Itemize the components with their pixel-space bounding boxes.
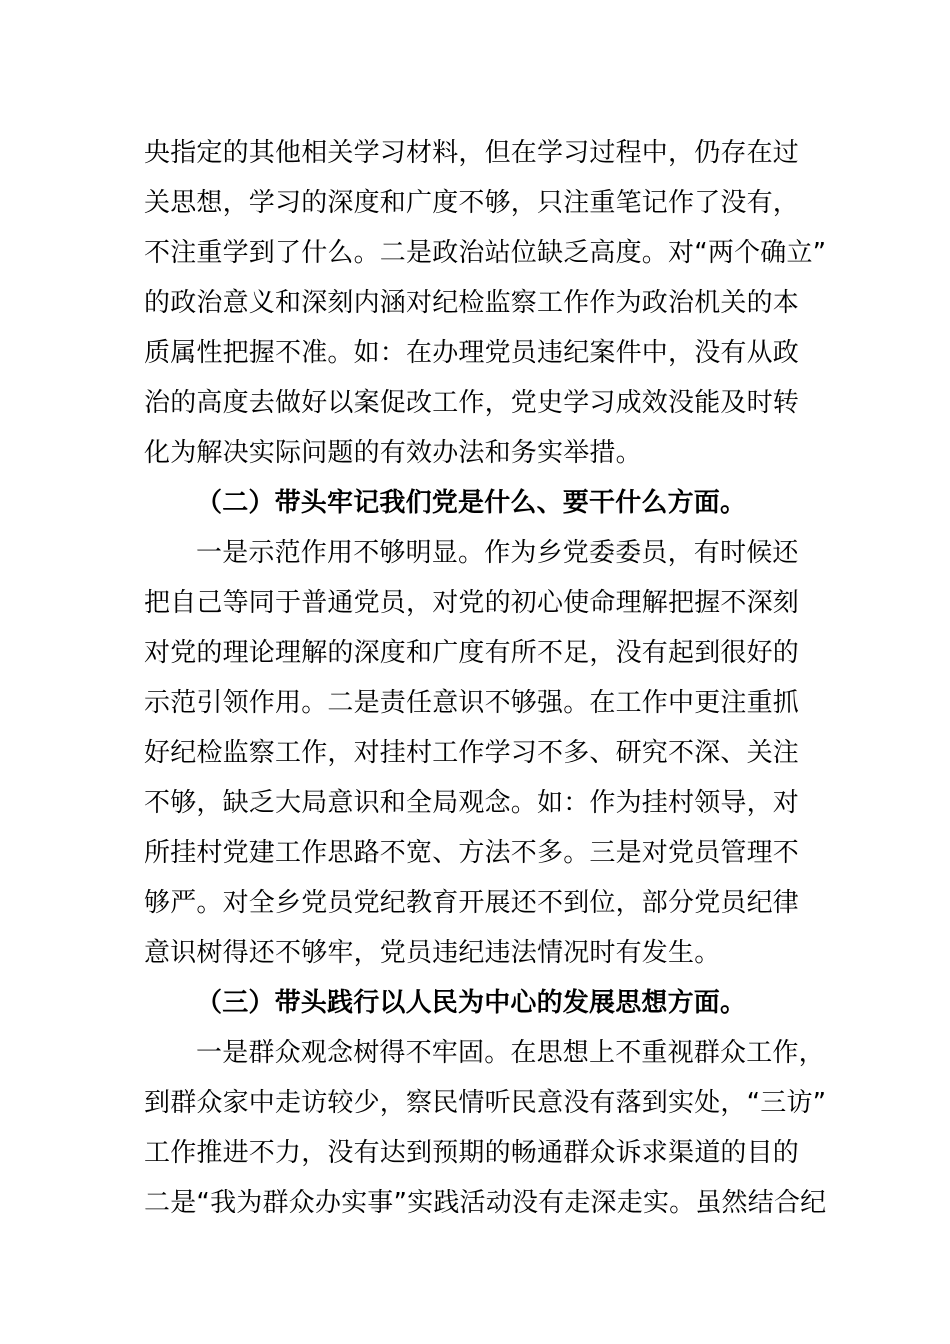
paragraph-line: 二是“我为群众办实事”实践活动没有走深走实。虽然结合纪	[144, 1188, 827, 1218]
paragraph-line: 关思想，学习的深度和广度不够，只注重笔记作了没有，	[144, 188, 800, 218]
paragraph-line: 一是示范作用不够明显。作为乡党委委员，有时候还	[196, 538, 799, 568]
paragraph-line: 不注重学到了什么。二是政治站位缺乏高度。对“两个确立”	[144, 238, 827, 268]
paragraph-line: 到群众家中走访较少，察民情听民意没有落到实处，“三访”	[144, 1088, 827, 1118]
paragraph-line: 质属性把握不准。如：在办理党员违纪案件中，没有从政	[144, 338, 800, 368]
paragraph-line: 示范引领作用。二是责任意识不够强。在工作中更注重抓	[144, 688, 800, 718]
paragraph-line: 意识树得还不够牢，党员违纪违法情况时有发生。	[144, 938, 721, 968]
paragraph-line: 的政治意义和深刻内涵对纪检监察工作作为政治机关的本	[144, 288, 800, 318]
paragraph-line: 够严。对全乡党员党纪教育开展还不到位，部分党员纪律	[144, 888, 800, 918]
paragraph-line: 所挂村党建工作思路不宽、方法不多。三是对党员管理不	[144, 838, 800, 868]
section-heading: （二）带头牢记我们党是什么、要干什么方面。	[196, 488, 747, 518]
section-heading: （三）带头践行以人民为中心的发展思想方面。	[196, 988, 747, 1018]
paragraph-line: 化为解决实际问题的有效办法和务实举措。	[144, 438, 642, 468]
paragraph-line: 央指定的其他相关学习材料，但在学习过程中，仍存在过	[144, 138, 800, 168]
paragraph-line: 把自己等同于普通党员，对党的初心使命理解把握不深刻	[144, 588, 800, 618]
paragraph-line: 不够，缺乏大局意识和全局观念。如：作为挂村领导，对	[144, 788, 800, 818]
paragraph-line: 好纪检监察工作，对挂村工作学习不多、研究不深、关注	[144, 738, 800, 768]
paragraph-line: 工作推进不力，没有达到预期的畅通群众诉求渠道的目的	[144, 1138, 800, 1168]
paragraph-line: 治的高度去做好以案促改工作，党史学习成效没能及时转	[144, 388, 800, 418]
paragraph-line: 对党的理论理解的深度和广度有所不足，没有起到很好的	[144, 638, 800, 668]
paragraph-line: 一是群众观念树得不牢固。在思想上不重视群众工作，	[196, 1038, 825, 1068]
